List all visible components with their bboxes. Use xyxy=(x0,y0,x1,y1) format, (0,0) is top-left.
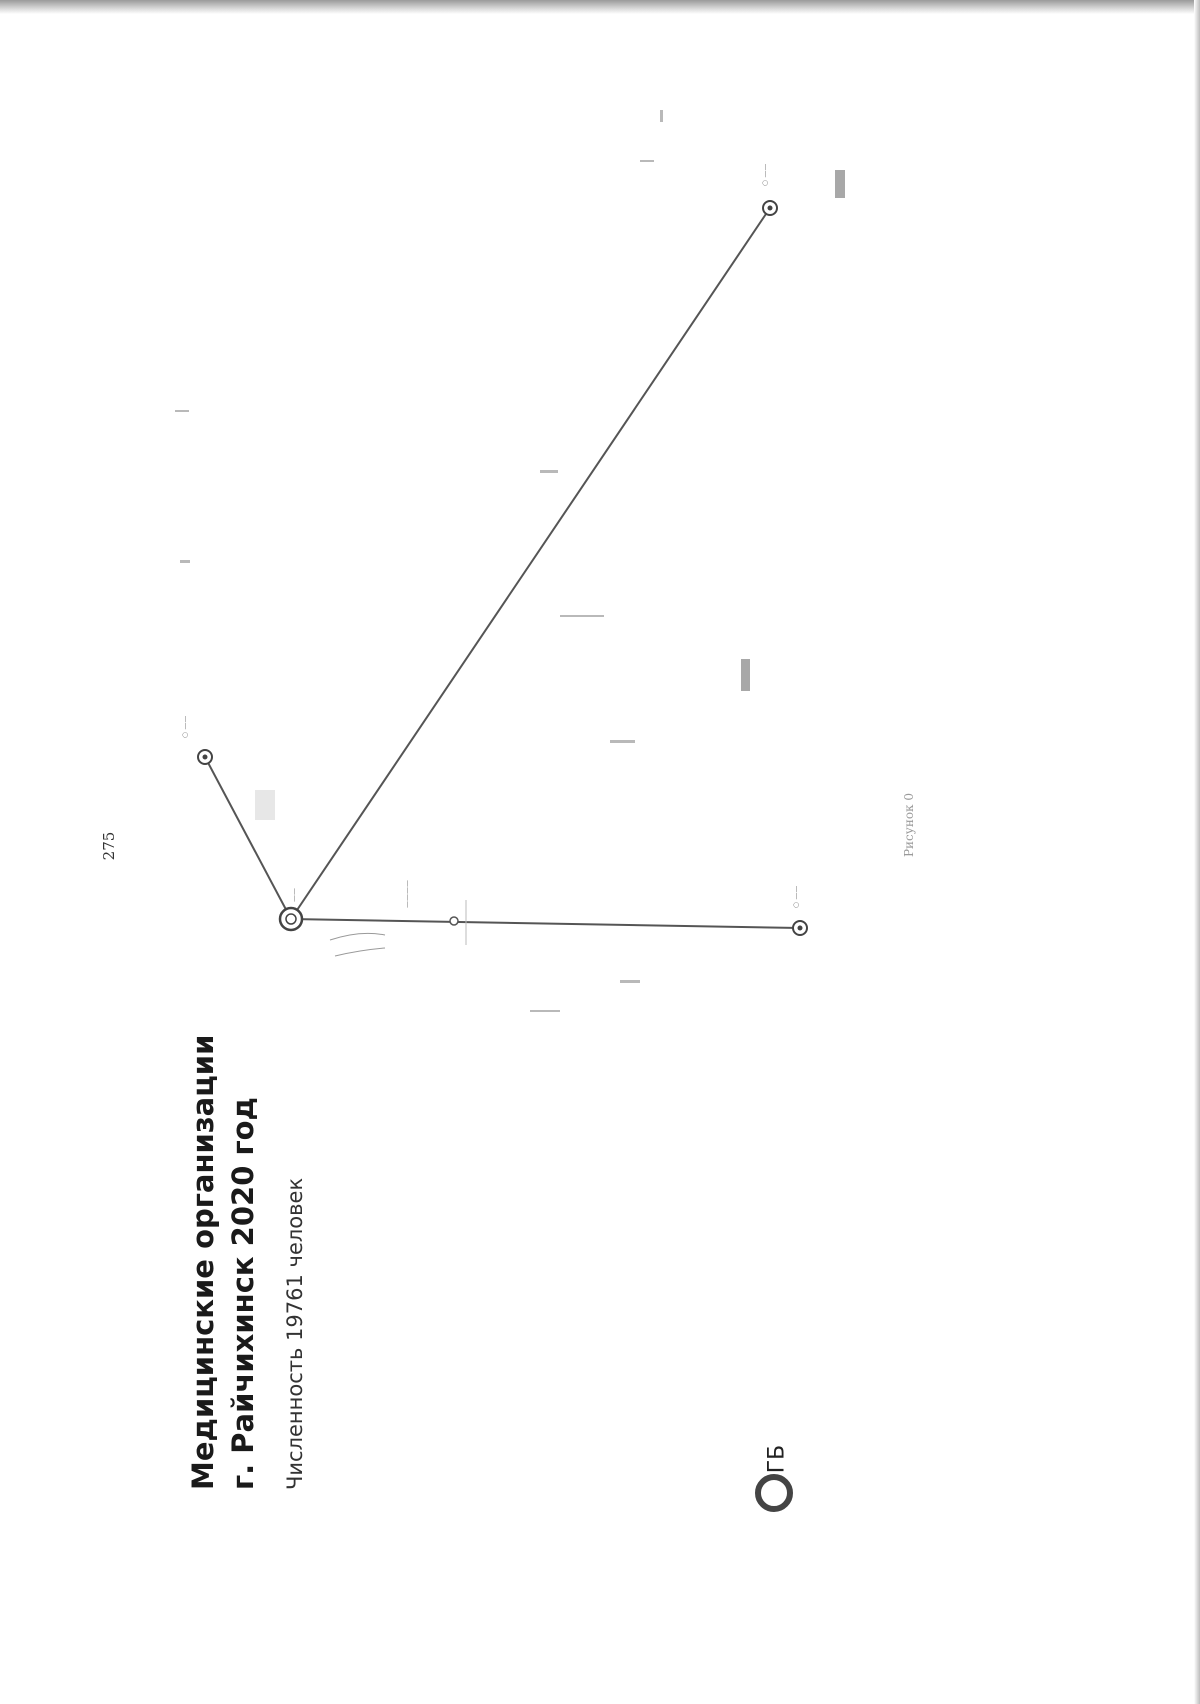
road-fragment xyxy=(335,948,385,956)
route-line-north-west xyxy=(205,757,291,919)
title-line-2: г. Райчихинск 2020 год xyxy=(226,1097,260,1490)
settlement-marker-north-west[interactable] xyxy=(198,750,212,764)
road-fragment xyxy=(330,933,385,940)
figure-caption: Рисунок 0 xyxy=(902,792,916,858)
title-line-1: Медицинские организации xyxy=(186,1034,220,1490)
map-speck xyxy=(180,560,190,563)
place-label: ○ —— xyxy=(181,715,189,738)
route-waypoint xyxy=(450,917,458,925)
map-speck xyxy=(540,470,558,473)
routes xyxy=(205,208,800,928)
settlement-marker-south[interactable] xyxy=(793,921,807,935)
map-speck xyxy=(530,1010,560,1012)
map-speck xyxy=(640,160,654,162)
place-label: ○ —— xyxy=(761,163,769,186)
route-line-south xyxy=(291,919,800,928)
place-label: ○ —— xyxy=(792,885,800,908)
hospital-ring-icon xyxy=(755,1474,793,1512)
route-line-north-east xyxy=(291,208,770,919)
map-label-block xyxy=(741,659,750,691)
map-speck xyxy=(255,790,275,820)
map-speck xyxy=(610,740,635,743)
page-number: 275 xyxy=(100,831,118,861)
place-label: ———— xyxy=(403,880,411,908)
map-background-specks xyxy=(175,110,663,1012)
map-speck xyxy=(560,615,604,617)
markers xyxy=(198,201,807,935)
hospital-marker[interactable] xyxy=(280,908,302,930)
map-speck xyxy=(620,980,640,983)
place-label: —— xyxy=(290,888,298,902)
population-subtitle: Численность 19761 человек xyxy=(283,1177,307,1490)
map-label-block xyxy=(835,170,845,198)
map-speck xyxy=(660,110,663,122)
settlement-marker-north-east[interactable] xyxy=(763,201,777,215)
legend-label: ГБ xyxy=(764,1444,790,1474)
map-speck xyxy=(175,410,189,412)
